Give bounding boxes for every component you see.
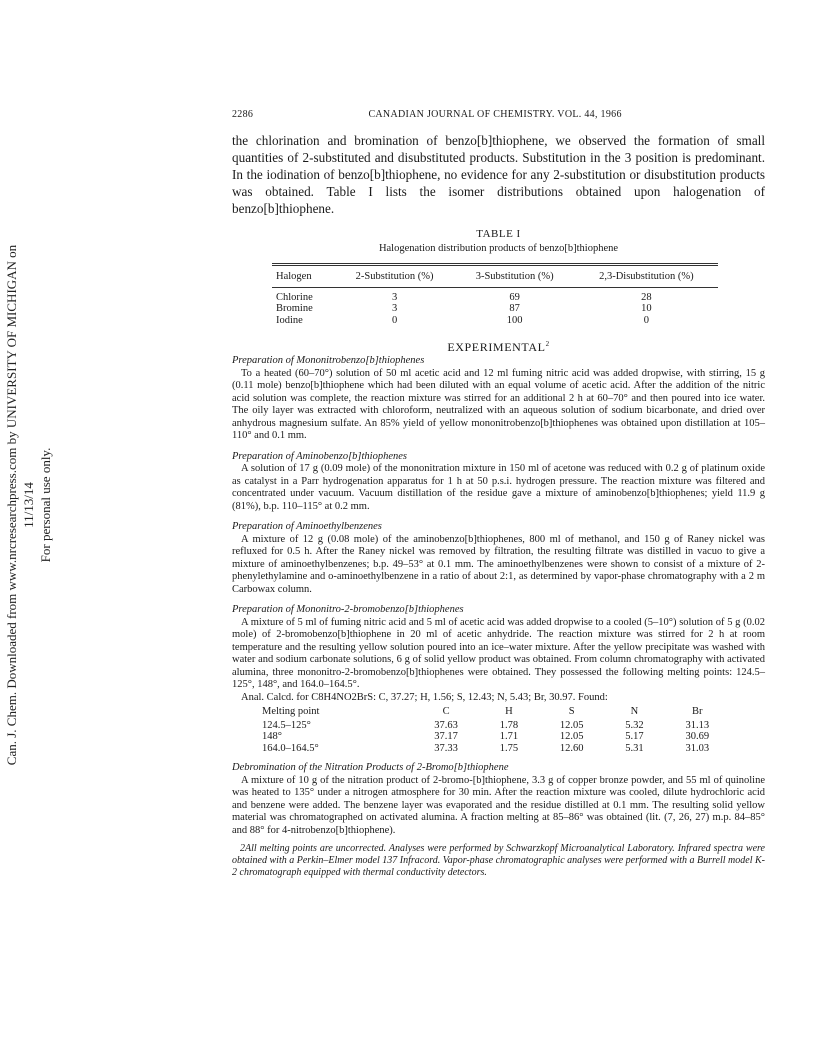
table-cell: 1.71 (499, 731, 519, 742)
section-text: A mixture of 12 g (0.08 mole) of the aminobenzo[b]thiophenes, 800 ml of methanol, and 150 g of Raney nickel was refluxed for 0.5 h. After the Raney nickel was removed by filtration, the resulting filtrate was distilled in vacuo to give a mixture of aminoethylbenzenes; b.p. 49–53° at 0.1 mm. The aminoethylbenzenes were shown to consist of a mixture of 2-phenylethylamine and o-aminoethylbenzene in a ratio of about 2:1, as determined by vapor-phase chromatography with a 2 m Carbowax column. (232, 533, 765, 595)
col-n: N (630, 706, 639, 717)
col-s: S (568, 706, 575, 717)
section-heading: Preparation of Aminoethylbenzenes (232, 521, 382, 532)
table-row (272, 303, 718, 315)
col-h: H (505, 706, 513, 717)
journal-title: CANADIAN JOURNAL OF CHEMISTRY. VOL. 44, 1966 (368, 109, 622, 120)
footnote: 2All melting points are uncorrected. Analyses were performed by Schwarzkopf Microanalytical Laboratory. Infrared spectra were obtained with a Perkin–Elmer model 137 Infracord. Vapor-phase chromatographic analyses were performed with a Burrell model K-2 chromatograph equipped with thermal conductivity detectors. (232, 843, 765, 878)
table-cell: 10 (641, 303, 652, 314)
table-cell: 30.69 (685, 731, 710, 742)
table-label: TABLE I (476, 228, 521, 240)
table-cell: 0 (391, 314, 398, 326)
section-heading: Preparation of Mononitro-2-bromobenzo[b]thiophenes (232, 604, 464, 615)
col-halogen: Halogen (272, 265, 335, 288)
running-head (232, 109, 765, 120)
table-cell: 12.05 (559, 719, 584, 731)
table-cell: 148° (262, 731, 282, 742)
table-caption: Halogenation distribution products of benzo[b]thiophene (378, 243, 619, 254)
table-cell: 37.17 (434, 731, 458, 742)
section-heading: Preparation of Mononitrobenzo[b]thiophenes (232, 355, 425, 366)
table-cell: Chlorine (276, 291, 313, 303)
col-melting-point: Melting point (262, 706, 320, 717)
table-cell: 69 (509, 291, 520, 303)
footnote-mark: 2 (545, 340, 550, 348)
table-cell: 5.17 (625, 731, 644, 742)
table-row (262, 743, 732, 755)
table-cell: 1.75 (499, 742, 519, 754)
table-cell: 1.78 (499, 719, 519, 731)
page-number: 2286 (232, 109, 254, 120)
table-cell: 31.13 (685, 719, 710, 731)
halogenation-table (272, 263, 718, 326)
section-text: A mixture of 5 ml of fuming nitric acid and 5 ml of acetic acid was added dropwise to a cooled (5–10°) solution of 5 g (0.02 mole) of 2-bromobenzo[b]thiophene in 20 ml of acetic anhydride. The reaction mixture was stirred for 2 h at room temperature and the resulting yellow solution poured into an ice–water mixture. After the yellow precipitate was washed with water and sodium carbonate solutions, 6 g of solid yellow product was obtained. From column chromatography with activated alumina, three mononitro-2-bromobenzo[b]thiophenes were obtained. They possessed the following melting points: 124.5–125°, 148°, and 164.0–164.5°. (232, 616, 765, 690)
col-br: Br (692, 706, 703, 717)
table-cell: 124.5–125° (262, 719, 311, 731)
table-cell: 3 (391, 291, 398, 303)
table-cell: 12.60 (559, 742, 584, 754)
table-cell: Iodine (276, 314, 303, 326)
section-heading: Preparation of Aminobenzo[b]thiophenes (232, 450, 407, 462)
col-c: C (442, 706, 450, 717)
table-cell: 37.33 (434, 742, 458, 754)
table-row (262, 720, 732, 732)
table-header-row (262, 706, 732, 720)
table-row (272, 315, 718, 327)
table-cell: 37.63 (434, 719, 458, 731)
download-watermark (3, 225, 53, 785)
section-text: A solution of 17 g (0.09 mole) of the mononitration mixture in 150 ml of acetone was reduced with 0.2 g of platinum oxide as catalyst in a Parr hydrogenation apparatus for 1 h at 50 p.s.i. hydrogen pressure. The reaction mixture was filtered and concentrated under vacuum. Vacuum distillation of the residue gave a mixture of aminobenzo[b]thiophenes; yield 11.9 g (81%), b.p. 110–115° at 0.2 mm. (232, 463, 765, 512)
table-cell: 28 (641, 291, 652, 303)
table-cell: Bromine (276, 303, 313, 314)
col-2-substitution: 2-Substitution (%) (335, 265, 455, 288)
table-cell: 3 (391, 303, 398, 314)
table-cell: 87 (509, 303, 520, 314)
col-disubstitution: 2,3-Disubstitution (%) (575, 265, 718, 288)
analysis-text: Anal. Calcd. for C8H4NO2BrS: C, 37.27; H, 1.56; S, 12.43; N, 5.43; Br, 30.97. Found: (241, 691, 608, 703)
watermark-line-2: For personal use only. (38, 447, 53, 563)
table-cell: 100 (506, 314, 523, 326)
section-heading: Debromination of the Nitration Products of 2-Bromo[b]thiophene (232, 762, 509, 773)
table-cell: 164.0–164.5° (262, 742, 319, 754)
table-cell: 0 (643, 314, 649, 326)
table-row (262, 731, 732, 743)
section-text: A mixture of 10 g of the nitration product of 2-bromo-[b]thiophene, 3.3 g of copper bronze powder, and 55 ml of quinoline was heated to 135° under a nitrogen atmosphere for 30 min. After the reaction mixture was cooled, dilute hydrochloric acid and benzene were added. The benzene layer was evaporated and the residue distilled at 0.1 mm. The resulting solid yellow material was chromatographed on activated alumina. A fraction melting at 85–86° was obtained (lit. (7, 26, 27) m.p. 84–85° and 88° for 4-nitrobenzo[b]thiophene). (232, 774, 765, 836)
table-row (272, 287, 718, 303)
section-text: To a heated (60–70°) solution of 50 ml acetic acid and 12 ml fuming nitric acid was added dropwise, with stirring, 15 g (0.11 mole) benzo[b]thiophene which had been diluted with an equal volume of acetic acid. After the addition of the nitric acid solution was complete, the reaction mixture was stirred for an additional 2 h at 60–70° and then poured into ice water. The oily layer was extracted with chloroform, neutralized with an aqueous solution of sodium bicarbonate, and dried over anhydrous magnesium sulfate. An 85% yield of yellow mononitrobenzo[b]thiophenes was obtained upon distillation at 105–110° and 0.1 mm. (232, 367, 765, 441)
table-cell: 5.32 (625, 719, 644, 731)
intro-paragraph: the chlorination and bromination of benzo[b]thiophene, we observed the formation of small quantities of 2-substituted and disubstituted products. Substitution in the 3 position is predominant. In the iodination of benzo[b]thiophene, no evidence for any 2-substitution or disubstitution products was obtained. Table I lists the isomer distributions obtained upon halogenation of benzo[b]thiophene. (232, 133, 765, 216)
table-cell: 12.05 (559, 731, 584, 742)
col-3-substitution: 3-Substitution (%) (455, 265, 575, 288)
experimental-title: EXPERIMENTAL (447, 340, 546, 354)
analysis-table (262, 706, 732, 754)
watermark-line-1: Can. J. Chem. Downloaded from www.nrcresearchpress.com by UNIVERSITY OF MICHIGAN on 11/13/14 (4, 244, 36, 766)
experimental-heading (232, 340, 765, 355)
table-cell: 31.03 (685, 742, 710, 754)
table-cell: 5.31 (625, 742, 644, 754)
page-content (232, 109, 765, 879)
table-header-row (272, 265, 718, 288)
